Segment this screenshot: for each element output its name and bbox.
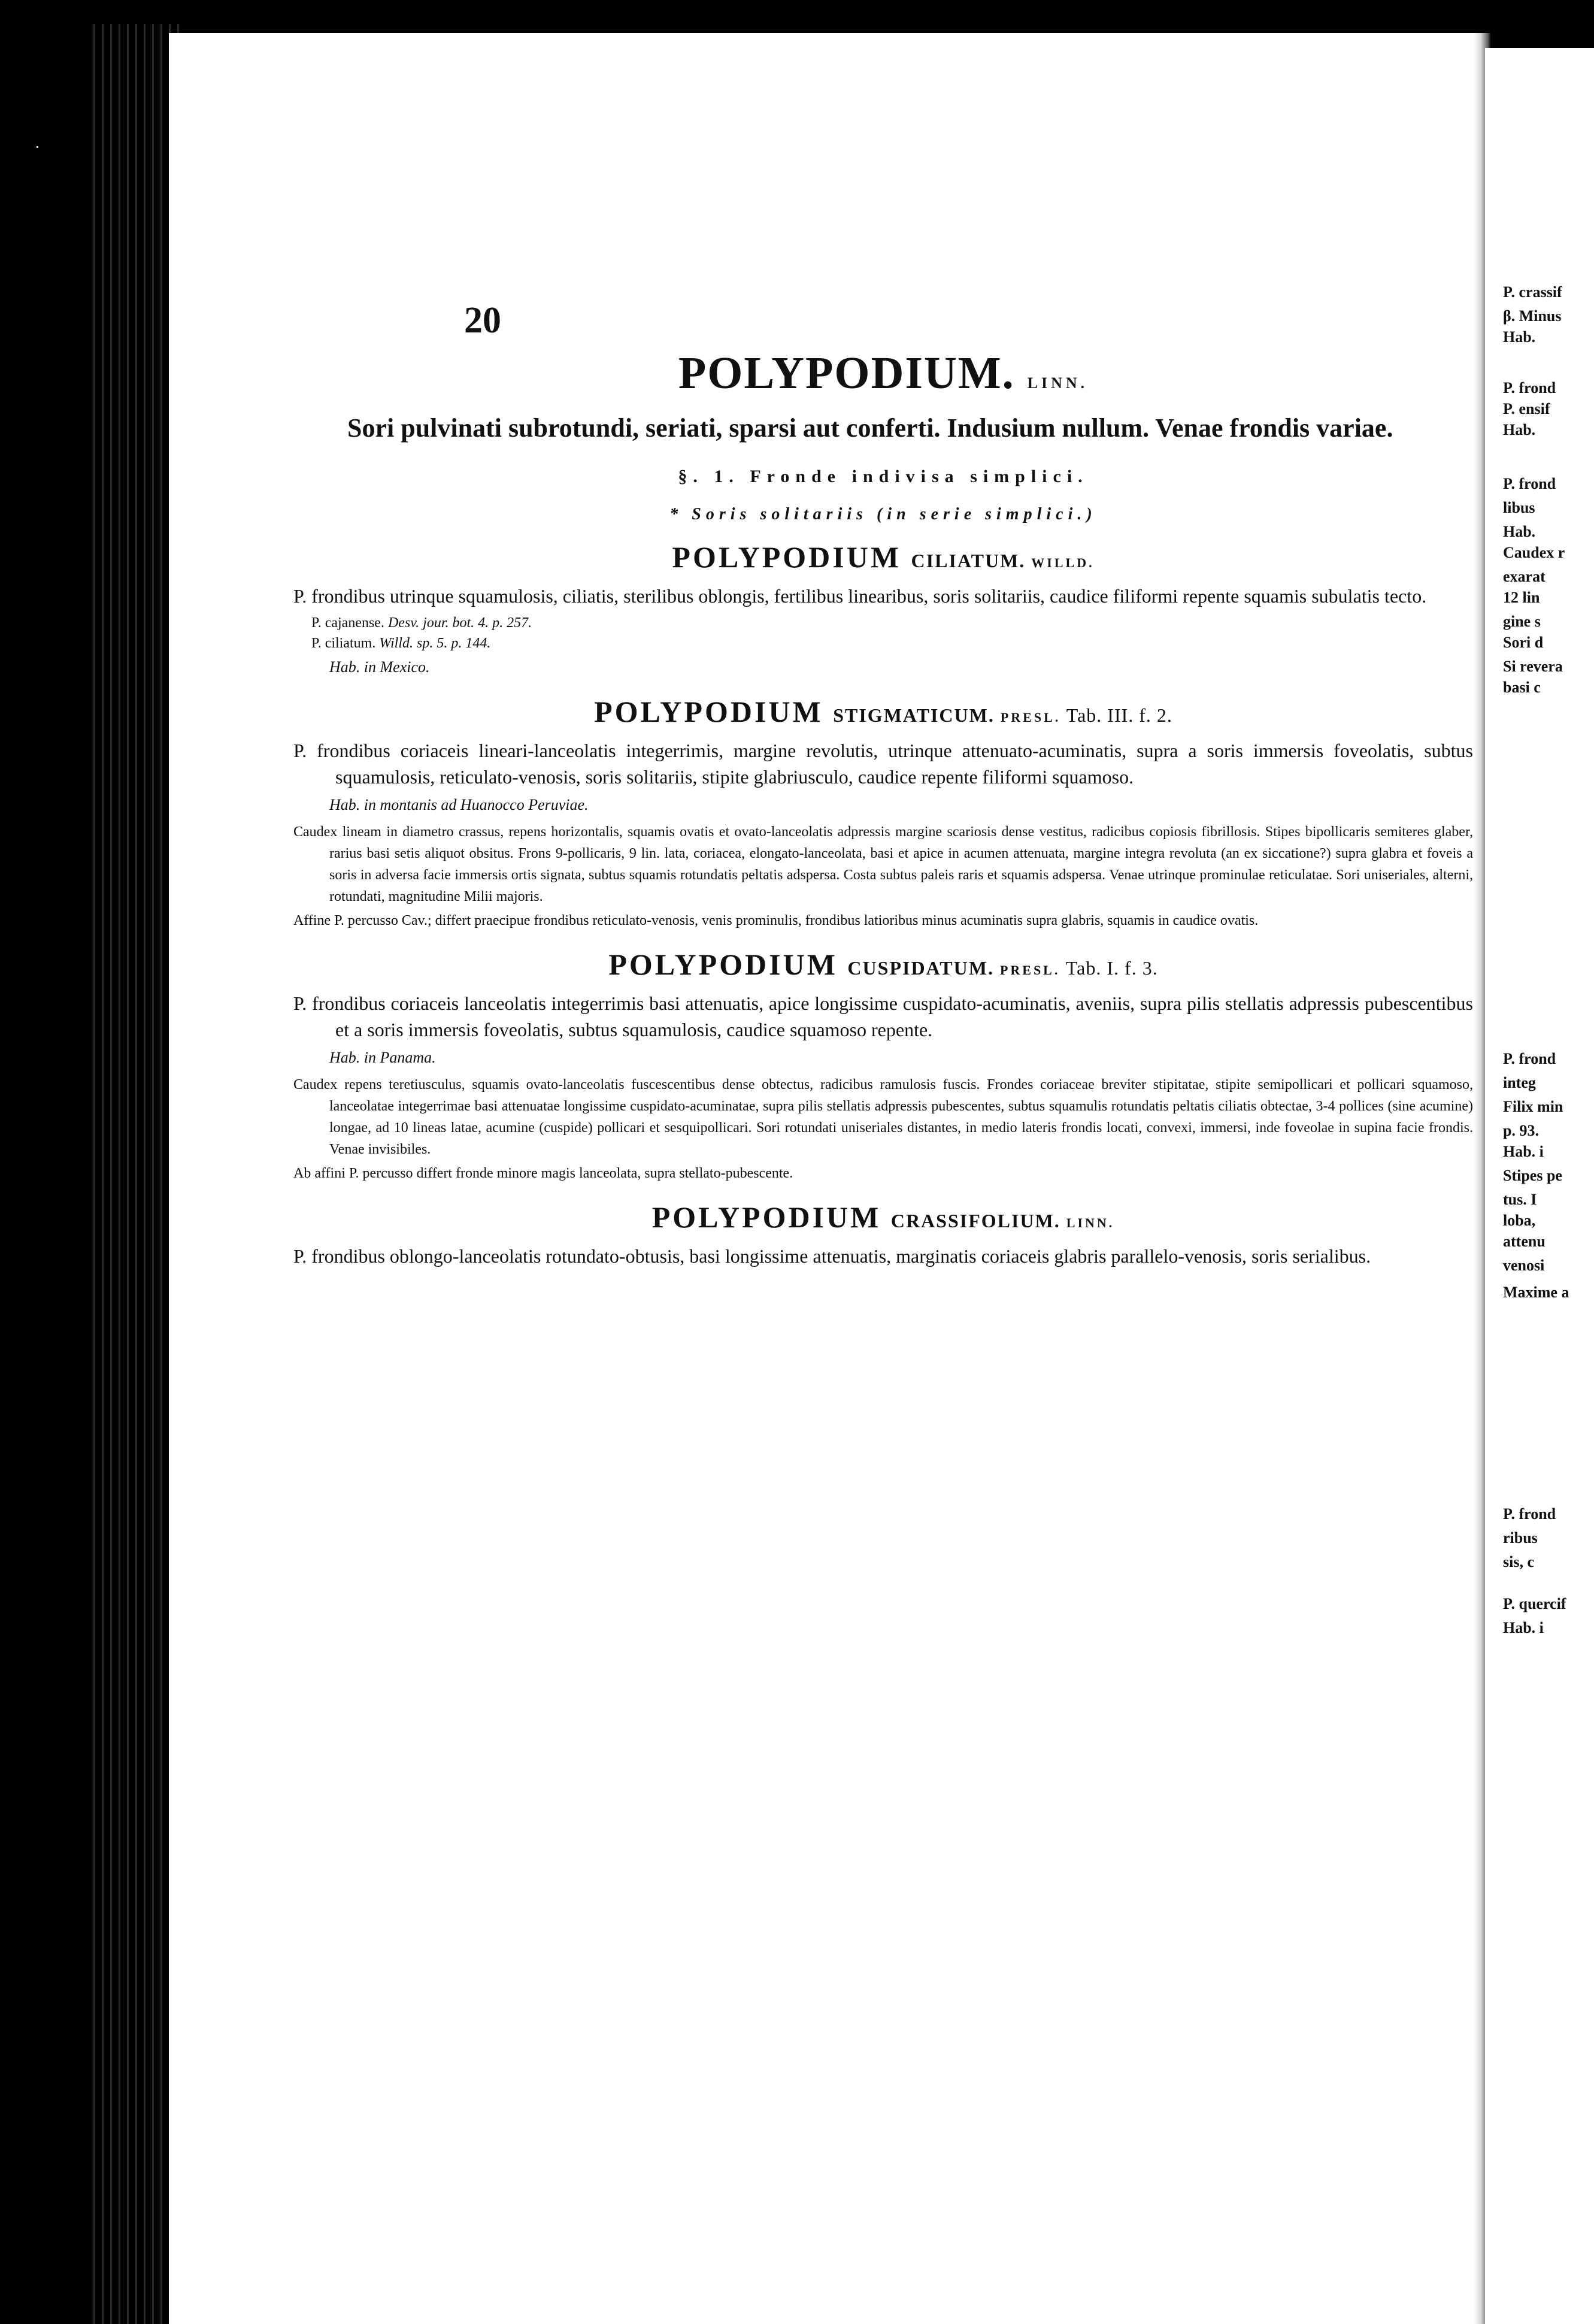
- plate-reference: Tab. I. f. 3.: [1065, 957, 1158, 979]
- subsection-heading: * Soris solitariis (in serie simplici.): [669, 505, 1097, 523]
- section-heading: §. 1. Fronde indivisa simplici.: [678, 467, 1089, 486]
- species-epithet: CRASSIFOLIUM.: [890, 1210, 1066, 1231]
- species-epithet: STIGMATICUM.: [833, 704, 1001, 726]
- next-page-line: P. quercif: [1503, 1595, 1566, 1612]
- next-page-line: ribus: [1503, 1529, 1538, 1547]
- species-entry: [293, 1200, 1473, 1269]
- species-diagnosis: P. frondibus coriaceis lineari-lanceolatis integerrimis, margine revolutis, utrinque attenuato-acuminatis, supra a soris immersis foveolatis, subtus squamulosis, reticulato-venosis, soris solitariis, stipite glabriusculo, caudice repente filiformi squamoso.: [293, 740, 1473, 788]
- next-page-line: P. frond: [1503, 475, 1556, 492]
- synonym-line: [293, 633, 1473, 653]
- species-author: LINN.: [1066, 1215, 1115, 1230]
- next-page-line: P. crassif: [1503, 283, 1562, 301]
- scan-artifact: ˙: [33, 144, 42, 165]
- next-page-line: Si revera: [1503, 658, 1563, 675]
- page-stack-edge: [90, 24, 180, 2324]
- habitat-line: Hab. in montanis ad Huanocco Peruviae.: [329, 796, 589, 813]
- next-page-line: Caudex r: [1503, 544, 1565, 561]
- next-page-line: tus. I: [1503, 1191, 1537, 1208]
- next-page-line: Hab.: [1503, 523, 1536, 540]
- species-description: Caudex repens teretiusculus, squamis ovato-lanceolatis fuscescentibus dense obtectus, radicibus ramulosis fuscis. Frondes coriaceae breviter stipitatae, stipite semipollicari et pollicari squamoso, lanceolatae integerrimae basi attenuatae longissime cuspidato-acuminatae, supra pilis stellatis adpressis pubescentes, subtus squamulis rotundatis peltatis ciliatis obtectae, 3-4 pollices (sine acumine) longae, ad 10 lineas latae, acumine (cuspide) pollicari et sesquipollicari. Sori rotundati uniseriales distantes, in medio lateris frondis locati, convexi, immersi, inde foveolae in supina facie frondis. Venae invisibiles.: [293, 1077, 1473, 1157]
- species-entry: [293, 947, 1473, 1184]
- next-page-line: basi c: [1503, 679, 1541, 696]
- synonym-reference: Willd. sp. 5. p. 144.: [379, 636, 491, 651]
- synonym-name: P. ciliatum.: [311, 636, 380, 651]
- next-page-line: 12 lin: [1503, 589, 1540, 606]
- page-content: [293, 282, 1473, 1273]
- next-page-line: Filix min: [1503, 1098, 1563, 1115]
- next-page-line: Hab. i: [1503, 1143, 1544, 1160]
- synonym-reference: Desv. jour. bot. 4. p. 257.: [387, 615, 532, 631]
- species-diagnosis: P. frondibus utrinque squamulosis, ciliatis, sterilibus oblongis, fertilibus linearibus, soris solitariis, caudice filiformi repente squamis subulatis tecto.: [293, 585, 1427, 607]
- next-page-line: loba,: [1503, 1212, 1536, 1229]
- synonym-line: [293, 613, 1473, 633]
- next-page-line: Sori d: [1503, 634, 1544, 651]
- species-heading: [293, 1200, 1473, 1234]
- next-page-line: integ: [1503, 1074, 1536, 1091]
- affinity-note: Affine P. percusso Cav.; differt praecipue frondibus reticulato-venosis, venis prominulis, frondibus latioribus minus acuminatis supra glabris, squamis in caudice ovatis.: [293, 913, 1259, 928]
- species-genus: POLYPODIUM: [594, 695, 834, 728]
- genus-name: POLYPODIUM.: [678, 348, 1015, 398]
- species-heading: [293, 947, 1473, 982]
- species-author: PRESL.: [1000, 710, 1066, 725]
- next-page-line: Hab. i: [1503, 1619, 1544, 1636]
- next-page-line: P. frond: [1503, 379, 1556, 397]
- next-page-line: p. 93.: [1503, 1122, 1539, 1139]
- next-page-line: Maxime a: [1503, 1284, 1569, 1301]
- genus-description: Sori pulvinati subrotundi, seriati, sparsi aut conferti. Indusium nullum. Venae frondis variae.: [347, 413, 1393, 443]
- genus-heading: [293, 347, 1473, 400]
- genus-author: LINN.: [1027, 374, 1089, 392]
- next-page-line: sis, c: [1503, 1553, 1534, 1570]
- species-epithet: CUSPIDATUM.: [847, 957, 1000, 979]
- species-heading: [293, 540, 1473, 574]
- next-page-line: Hab.: [1503, 421, 1536, 438]
- next-page-line: P. frond: [1503, 1050, 1556, 1067]
- next-page-line: Stipes pe: [1503, 1167, 1562, 1184]
- species-heading: [293, 694, 1473, 729]
- page-number: 20: [464, 300, 501, 341]
- next-page-line: P. frond: [1503, 1505, 1556, 1523]
- next-page-line: Hab.: [1503, 328, 1536, 346]
- affinity-note: Ab affini P. percusso differt fronde minore magis lanceolata, supra stellato-pubescente.: [293, 1166, 793, 1181]
- next-page-line: β. Minus: [1503, 307, 1562, 325]
- species-list: [293, 540, 1473, 1269]
- species-entry: [293, 694, 1473, 931]
- species-diagnosis: P. frondibus oblongo-lanceolatis rotundato-obtusis, basi longissime attenuatis, marginatis coriaceis glabris parallelo-venosis, soris serialibus.: [293, 1245, 1371, 1267]
- species-genus: POLYPODIUM: [651, 1200, 891, 1234]
- right-page-fragment: [1485, 48, 1594, 2324]
- habitat-line: Hab. in Mexico.: [329, 658, 430, 676]
- habitat-line: Hab. in Panama.: [329, 1049, 436, 1066]
- next-page-line: exarat: [1503, 568, 1545, 585]
- plate-reference: Tab. III. f. 2.: [1066, 704, 1172, 726]
- species-author: PRESL.: [999, 963, 1066, 978]
- species-author: WILLD.: [1031, 555, 1095, 570]
- synonym-name: P. cajanense.: [311, 615, 388, 631]
- species-description: Caudex lineam in diametro crassus, repens horizontalis, squamis ovatis et ovato-lanceolatis adpressis margine scariosis dense vestitus, radicibus copiosis fibrillosis. Stipes bipollicaris semiteres glaber, rarius basi setis aliquot obsitus. Frons 9-pollicaris, 9 lin. lata, coriacea, elongato-lanceolata, basi et apice in acumen attenuata, margine integra revoluta (an ex siccatione?) supra glabra et foveis a soris in adversa facie immersis ortis signata, subtus squamis rotundatis peltatis adspersa. Costa subtus paleis raris et squamis adspersa. Venae utrinque prominulae reticulatae. Sori uniseriales, alterni, rotundati, magnitudine Milii majoris.: [293, 824, 1473, 904]
- species-diagnosis: P. frondibus coriaceis lanceolatis integerrimis basi attenuatis, apice longissime cuspidato-acuminatis, aveniis, supra pilis stellatis adpressis pubescentibus et a soris immersis foveolatis, subtus squamulosis, caudice squamoso repente.: [293, 992, 1473, 1040]
- species-epithet: CILIATUM.: [911, 550, 1032, 571]
- species-genus: POLYPODIUM: [608, 948, 848, 981]
- next-page-line: attenu: [1503, 1233, 1545, 1250]
- next-page-line: venosi: [1503, 1257, 1545, 1274]
- species-genus: POLYPODIUM: [672, 540, 911, 574]
- next-page-line: gine s: [1503, 613, 1541, 630]
- species-entry: [293, 540, 1473, 679]
- next-page-line: P. ensif: [1503, 400, 1550, 417]
- next-page-line: libus: [1503, 499, 1535, 516]
